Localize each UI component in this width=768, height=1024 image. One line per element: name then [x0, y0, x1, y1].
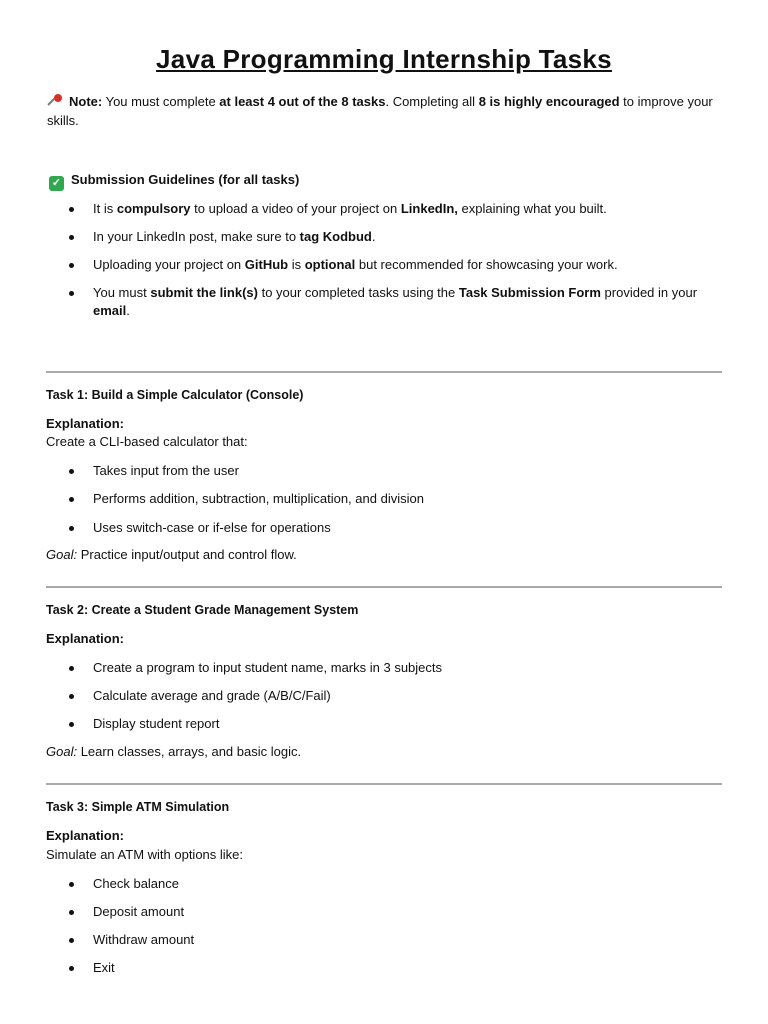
- explanation-label: Explanation:: [46, 828, 125, 843]
- task-3-intro: Simulate an ATM with options like:: [46, 847, 244, 862]
- guidelines-heading: ✓ Submission Guidelines (for all tasks): [49, 172, 299, 191]
- bullet-icon: [69, 666, 74, 671]
- bullet-icon: [69, 694, 74, 699]
- bullet-icon: [69, 526, 74, 531]
- bullet-icon: [69, 291, 74, 296]
- bullet-icon: [69, 938, 74, 943]
- guideline-item: Uploading your project on GitHub is optional but recommended for showcasing your work.: [93, 257, 618, 272]
- bullet-icon: [69, 497, 74, 502]
- task-1-title: Task 1: Build a Simple Calculator (Console): [46, 388, 304, 402]
- explanation-label: Explanation:: [46, 631, 125, 646]
- guideline-item: You must submit the link(s) to your completed tasks using the Task Submission Form provided in your email.: [93, 285, 698, 318]
- bullet-icon: [69, 910, 74, 915]
- task-3-item: Deposit amount: [93, 904, 185, 919]
- task-3-item: Exit: [93, 960, 115, 975]
- task-1-item: Performs addition, subtraction, multiplication, and division: [93, 491, 424, 506]
- guideline-item: It is compulsory to upload a video of your project on LinkedIn, explaining what you built.: [93, 201, 607, 216]
- task-2-item: Display student report: [93, 716, 220, 731]
- bullet-icon: [69, 207, 74, 212]
- task-3-item: Withdraw amount: [93, 932, 195, 947]
- bullet-icon: [69, 722, 74, 727]
- task-1-goal: Goal: Practice input/output and control flow.: [46, 547, 297, 562]
- pushpin-icon: [47, 94, 63, 108]
- explanation-label: Explanation:: [46, 416, 125, 431]
- task-3-item: Check balance: [93, 876, 179, 891]
- task-1-item: Takes input from the user: [93, 463, 239, 478]
- divider: [46, 783, 722, 785]
- note-paragraph: Note: You must complete at least 4 out of the 8 tasks. Completing all 8 is highly encouraged to improve your skills.: [47, 94, 713, 128]
- note-label: Note:: [69, 94, 103, 109]
- check-icon: ✓: [49, 176, 64, 191]
- task-2-item: Create a program to input student name, marks in 3 subjects: [93, 660, 443, 675]
- divider: [46, 586, 722, 588]
- page-title: Java Programming Internship Tasks: [156, 44, 612, 74]
- task-2-goal: Goal: Learn classes, arrays, and basic logic.: [46, 744, 302, 759]
- task-1-intro: Create a CLI-based calculator that:: [46, 434, 248, 449]
- task-3-title: Task 3: Simple ATM Simulation: [46, 800, 230, 814]
- bullet-icon: [69, 469, 74, 474]
- task-2-title: Task 2: Create a Student Grade Management System: [46, 603, 359, 617]
- task-1-item: Uses switch-case or if-else for operations: [93, 520, 331, 535]
- guideline-item: In your LinkedIn post, make sure to tag Kodbud.: [93, 229, 376, 244]
- bullet-icon: [69, 966, 74, 971]
- bullet-icon: [69, 235, 74, 240]
- bullet-icon: [69, 263, 74, 268]
- bullet-icon: [69, 882, 74, 887]
- divider: [46, 371, 722, 373]
- task-2-item: Calculate average and grade (A/B/C/Fail): [93, 688, 331, 703]
